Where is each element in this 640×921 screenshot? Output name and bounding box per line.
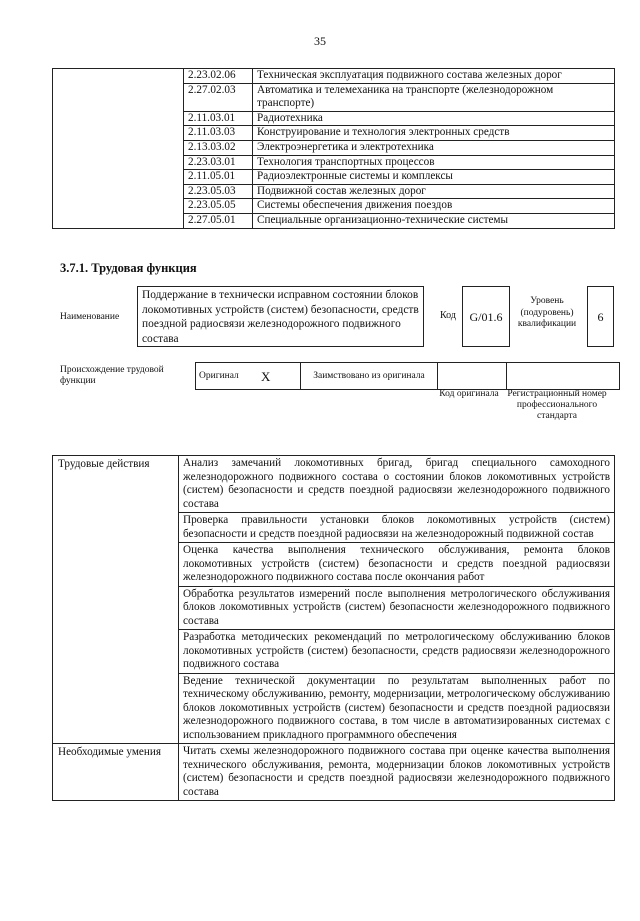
code-cell: 2.27.02.03 (184, 83, 253, 111)
code-name-cell: Конструирование и технология электронных средств (253, 126, 615, 141)
origin-mark: X (258, 363, 301, 390)
code-label: Код (440, 310, 456, 321)
labor_actions-item: Оценка качества выполнения технического обслуживания, ремонта блоков локомотивных устройств (систем) безопасности и средств поездной радиосвязи железнодорожного подвижного состава после окончания работ (179, 543, 615, 587)
code-cell: 2.13.03.02 (184, 140, 253, 155)
code-original-label: Код оригинала (439, 389, 499, 399)
code-cell: 2.11.03.03 (184, 126, 253, 141)
name-label: Наименование (60, 312, 120, 322)
education-codes-table (52, 68, 615, 229)
functions-table (52, 455, 615, 801)
code-name-cell: Техническая эксплуатация подвижного состава железных дорог (253, 69, 615, 84)
page-number: 35 (314, 34, 326, 48)
code-name-cell: Радиоэлектронные системы и комплексы (253, 170, 615, 185)
labor_actions-item: Разработка методических рекомендаций по метрологическому обслуживанию блоков локомотивных устройств (систем) безопасности, средств радиосвязи железнодорожного подвижного состава (179, 630, 615, 674)
qualification-level-value: 6 (587, 286, 614, 347)
skills-row (53, 744, 615, 801)
code-cell: 2.11.03.01 (184, 111, 253, 126)
code-cell: 2.11.05.01 (184, 170, 253, 185)
code-name-cell: Подвижной состав железных дорог (253, 184, 615, 199)
labor_actions-item: Ведение технической документации по результатам выполненных работ по техническому обслуживанию, ремонту, модернизации, метрологическому обслуживанию блоков локомотивных устройств (систем) безопасности и средств поездной радиосвязи железнодорожного подвижного состава, в том числе в автоматизированных системах с использованием прикладного программного обеспечения (179, 673, 615, 744)
origin-table (195, 362, 620, 390)
code-cell: 2.23.05.05 (184, 199, 253, 214)
labor_actions-row (53, 456, 615, 513)
codes-row (53, 69, 615, 84)
labor_actions-item: Анализ замечаний локомотивных бригад, бригад специального самоходного железнодорожного подвижного состава о состоянии блоков локомотивных устройств (систем) безопасности и средств поездной радиосвязи железнодорожного подвижного состава (179, 456, 615, 513)
function-name: Поддержание в технически исправном состоянии блоков локомотивных устройств (систем) безопасности, средств поездной радиосвязи железнодорожного подвижного состава (137, 286, 424, 347)
code-cell: 2.27.05.01 (184, 213, 253, 228)
origin-borrowed: Заимствовано из оригинала (301, 363, 438, 390)
code-name-cell: Автоматика и телемеханика на транспорте (железнодорожном транспорте) (253, 83, 615, 111)
code-cell: 2.23.02.06 (184, 69, 253, 84)
labor_actions-label: Трудовые действия (53, 456, 179, 744)
origin-original: Оригинал (196, 363, 259, 390)
code-name-cell: Системы обеспечения движения поездов (253, 199, 615, 214)
function-code: G/01.6 (462, 286, 510, 347)
origin-label: Происхождение трудовой функции (60, 365, 164, 386)
labor_actions-item: Обработка результатов измерений после выполнения метрологического обслуживания блоков локомотивных устройств (систем) безопасности железнодорожного подвижного состава (179, 586, 615, 630)
code-name-cell: Технология транспортных процессов (253, 155, 615, 170)
qualification-level-label: Уровень (подуровень) квалификации (517, 296, 577, 329)
labor_actions-item: Проверка правильности установки блоков локомотивных устройств (систем) безопасности и средств поездной радиосвязи на железнодорожный подвижной состав (179, 513, 615, 543)
code-cell: 2.23.03.01 (184, 155, 253, 170)
skills-item: Читать схемы железнодорожного подвижного состава при оценке качества выполнения технического обслуживания, ремонта, модернизации блоков локомотивных устройств (систем) безопасности и средств поездной радиосвязи железнодорожного подвижного состава (179, 744, 615, 801)
code-cell: 2.23.05.03 (184, 184, 253, 199)
reg-number-label: Регистрационный номер профессионального стандарта (507, 389, 607, 421)
code-name-cell: Специальные организационно-технические системы (253, 213, 615, 228)
section-title: 3.7.1. Трудовая функция (60, 261, 197, 275)
codes-empty-cell (53, 69, 184, 229)
origin-reg-cell (507, 363, 620, 390)
skills-label: Необходимые умения (53, 744, 179, 801)
origin-code-cell (438, 363, 507, 390)
code-name-cell: Электроэнергетика и электротехника (253, 140, 615, 155)
code-name-cell: Радиотехника (253, 111, 615, 126)
